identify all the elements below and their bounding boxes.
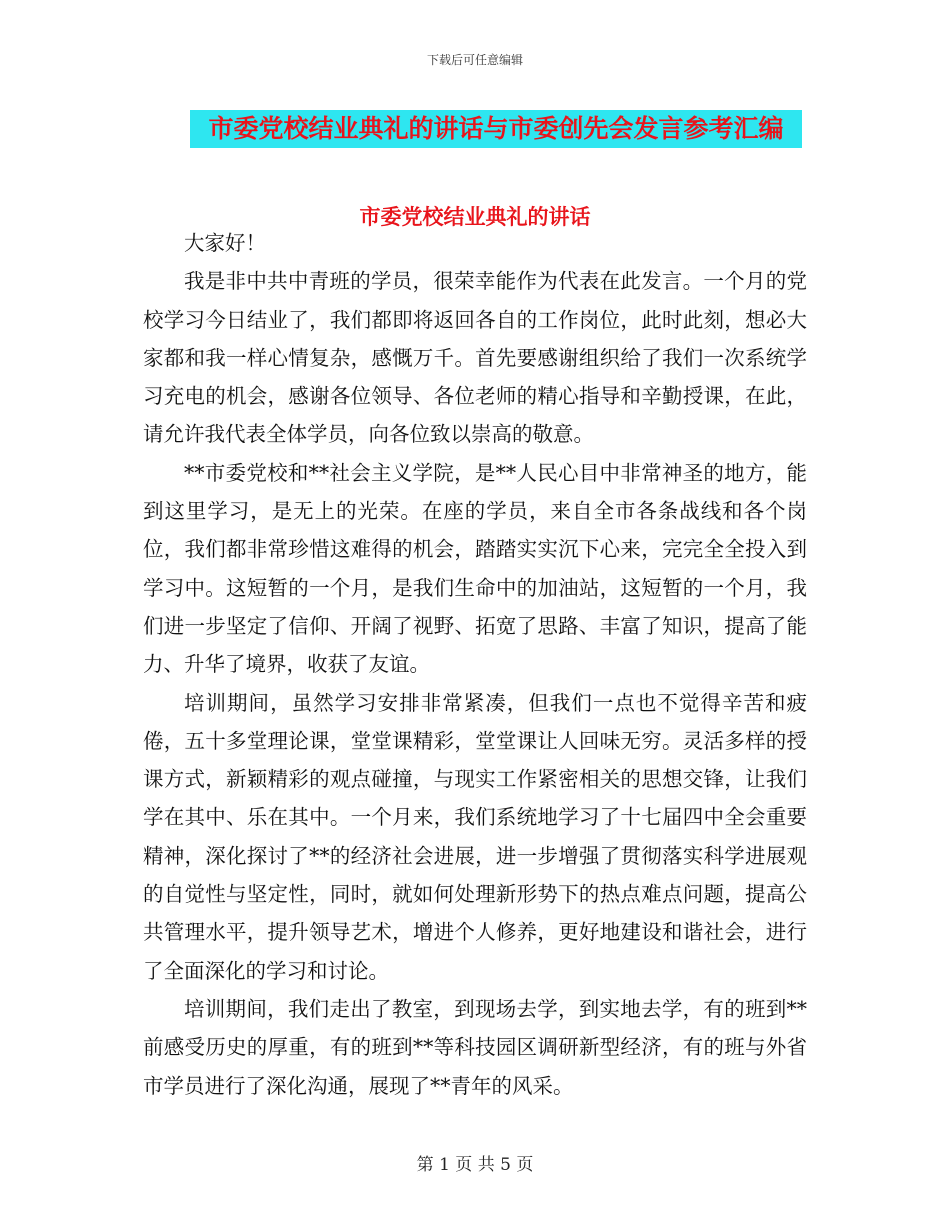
page-header-note: 下载后可任意编辑: [426, 53, 523, 67]
document-body: [143, 224, 807, 1105]
section-title: 市委党校结业典礼的讲话: [359, 204, 591, 229]
paragraph: 培训期间，我们走出了教室，到现场去学，到实地去学，有的班到**前感受历史的厚重，有的班到**等科技园区调研新型经济，有的班与外省市学员进行了深化沟通，展现了**青年的风采。: [143, 996, 807, 1098]
paragraph: 培训期间，虽然学习安排非常紧凑，但我们一点也不觉得辛苦和疲倦，五十多堂理论课，堂堂课精彩，堂堂课让人回味无穷。灵活多样的授课方式，新颖精彩的观点碰撞，与现实工作紧密相关的思想交锋，让我们学在其中、乐在其中。一个月来，我们系统地学习了十七届四中全会重要精神，深化探讨了**的经济社会进展，进一步增强了贯彻落实科学进展观的自觉性与坚定性，同时，就如何处理新形势下的热点难点问题，提高公共管理水平，提升领导艺术，增进个人修养，更好地建设和谐社会，进行了全面深化的学习和讨论。: [143, 690, 807, 983]
paragraph: **市委党校和**社会主义学院，是**人民心目中非常神圣的地方，能到这里学习，是无上的光荣。在座的学员，来自全市各条战线和各个岗位，我们都非常珍惜这难得的机会，踏踏实实沉下心来，完完全全投入到学习中。这短暂的一个月，是我们生命中的加油站，这短暂的一个月，我们进一步坚定了信仰、开阔了视野、拓宽了思路、丰富了知识，提高了能力、升华了境界，收获了友谊。: [143, 460, 807, 677]
page-number-footer: 第 1 页 共 5 页: [416, 1155, 534, 1175]
paragraph: 我是非中共中青班的学员，很荣幸能作为代表在此发言。一个月的党校学习今日结业了，我们都即将返回各自的工作岗位，此时此刻，想必大家都和我一样心情复杂，感慨万千。首先要感谢组织给了我们一次系统学习充电的机会，感谢各位领导、各位老师的精心指导和辛勤授课，在此，请允许我代表全体学员，向各位致以崇高的敬意。: [143, 269, 807, 447]
paragraph-greeting: 大家好！: [184, 231, 266, 255]
document-main-title: 市委党校结业典礼的讲话与市委创先会发言参考汇编: [190, 110, 802, 148]
